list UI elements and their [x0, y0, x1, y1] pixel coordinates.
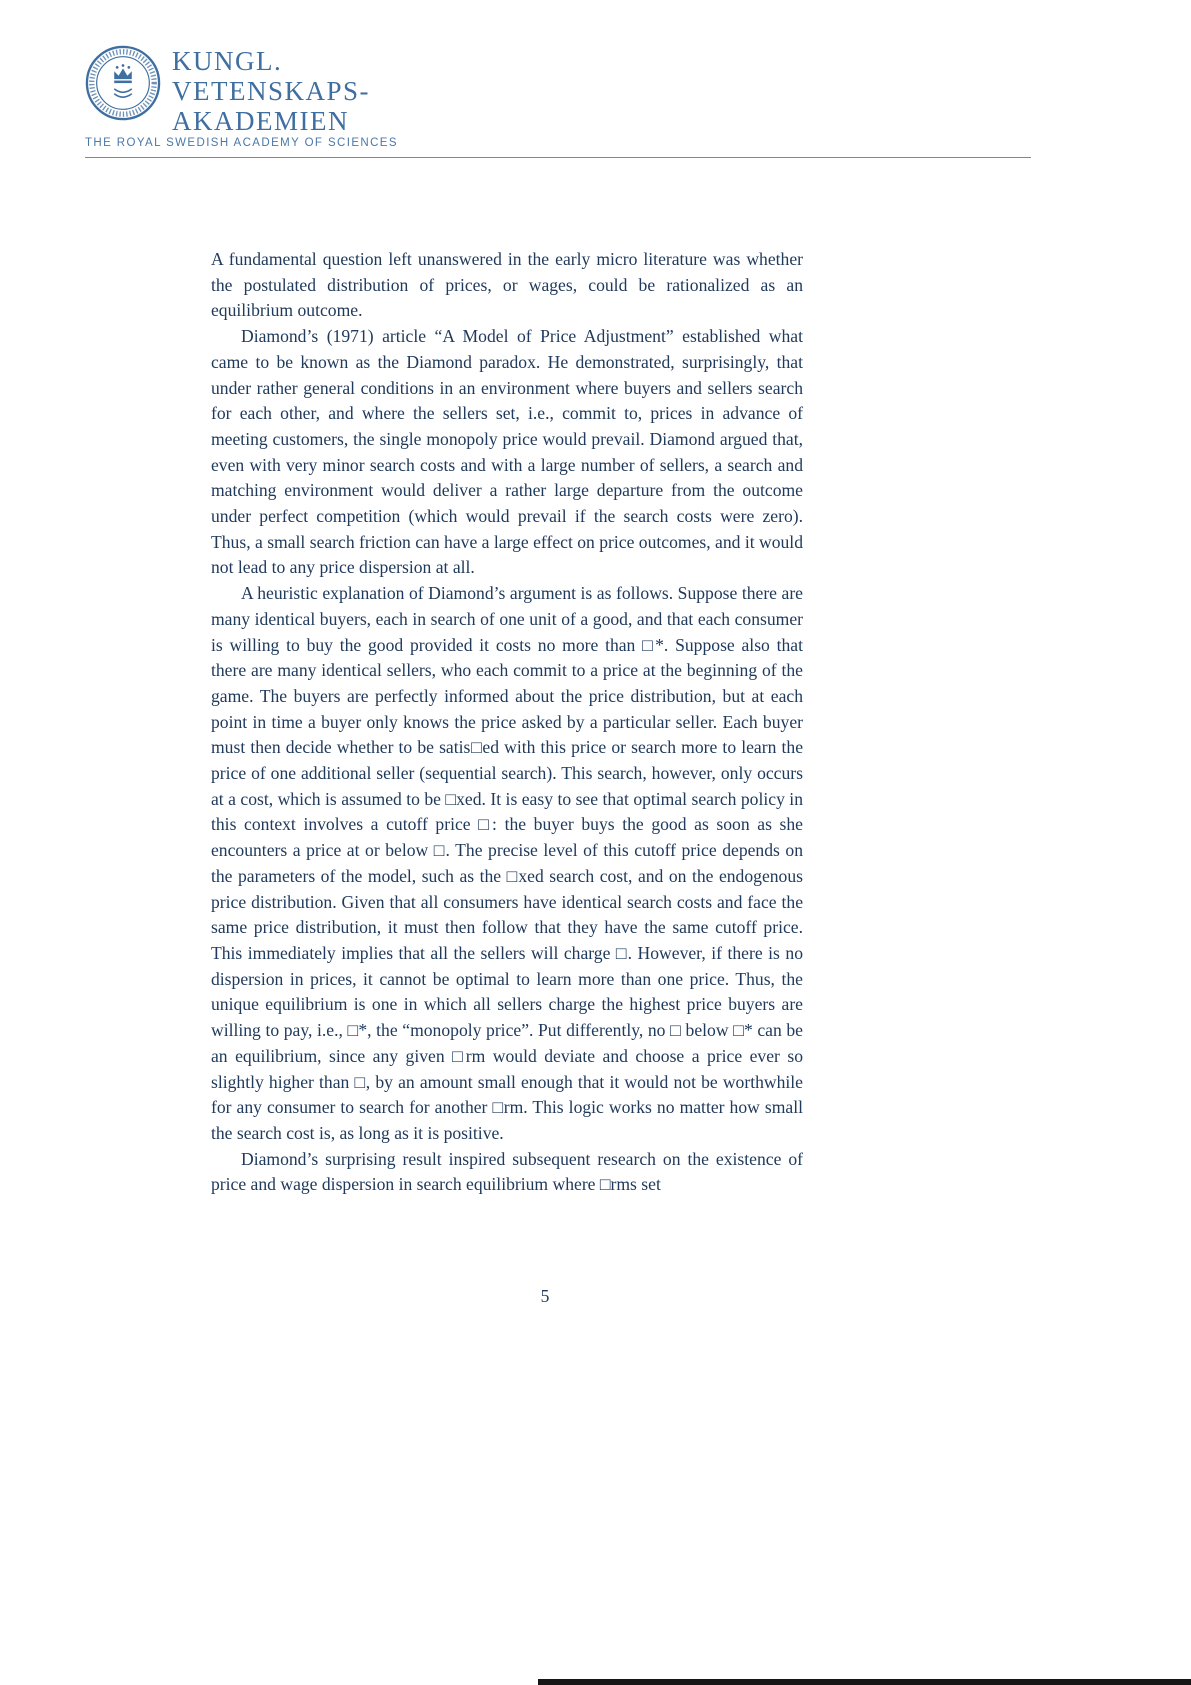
org-subtitle: THE ROYAL SWEDISH ACADEMY OF SCIENCES	[85, 137, 398, 149]
page-number: 5	[540, 1286, 550, 1306]
paragraph-1: A fundamental question left unanswered in the early micro literature was whether the postulated distribution of prices, or wages, could be rationalized as an equilibrium outcome.	[211, 249, 803, 321]
body-text	[211, 247, 803, 1198]
org-name	[172, 46, 370, 136]
header-divider	[85, 157, 1031, 158]
paragraph-3: A heuristic explanation of Diamond’s argument is as follows. Suppose there are many identical buyers, each in search of one unit of a good, and that each consumer is willing to buy the good provided it costs no more than □*. Suppose also that there are many identical sellers, who each commit to a price at the beginning of the game. The buyers are perfectly informed about the price distribution, but at each point in time a buyer only knows the price asked by a particular seller. Each buyer must then decide whether to be satis□ed with this price or search more to learn the price of one additional seller (sequential search). This search, however, only occurs at a cost, which is assumed to be □xed. It is easy to see that optimal search policy in this context involves a cutoff price □: the buyer buys the good as soon as she encounters a price at or below □. The precise level of this cutoff price depends on the parameters of the model, such as the □xed search cost, and on the endogenous price distribution. Given that all consumers have identical search costs and face the same price distribution, it must then follow that they have the same cutoff price. This immediately implies that all the sellers will charge □. However, if there is no dispersion in prices, it cannot be optimal to learn more than one price. Thus, the unique equilibrium is one in which all sellers charge the highest price buyers are willing to pay, i.e., □*, the “monopoly price”. Put differently, no □ below □* can be an equilibrium, since any given □rm would deviate and choose a price ever so slightly higher than □, by an amount small enough that it would not be worthwhile for any consumer to search for another □rm. This logic works no matter how small the search cost is, as long as it is positive.	[211, 583, 803, 1143]
academy-seal-icon	[84, 44, 162, 122]
paragraph-2: Diamond’s (1971) article “A Model of Price Adjustment” established what came to be known as the Diamond paradox. He demonstrated, surprisingly, that under rather general conditions in an environment where buyers and sellers search for each other, and where the sellers set, i.e., commit to, prices in advance of meeting customers, the single monopoly price would prevail. Diamond argued that, even with very minor search costs and with a large number of sellers, a search and matching environment would deliver a rather large departure from the outcome under perfect competition (which would prevail if the search costs were zero). Thus, a small search friction can have a large effect on price outcomes, and it would not lead to any price dispersion at all.	[211, 326, 803, 578]
org-name-line-1: KUNGL.	[172, 46, 283, 76]
paragraph-4: Diamond’s surprising result inspired subsequent research on the existence of price and wage dispersion in search equilibrium where □rms set	[211, 1148, 803, 1195]
org-name-line-2: VETENSKAPS-	[172, 76, 371, 106]
scan-edge-artifact	[538, 1679, 1191, 1685]
org-name-line-3: AKADEMIEN	[172, 106, 349, 136]
